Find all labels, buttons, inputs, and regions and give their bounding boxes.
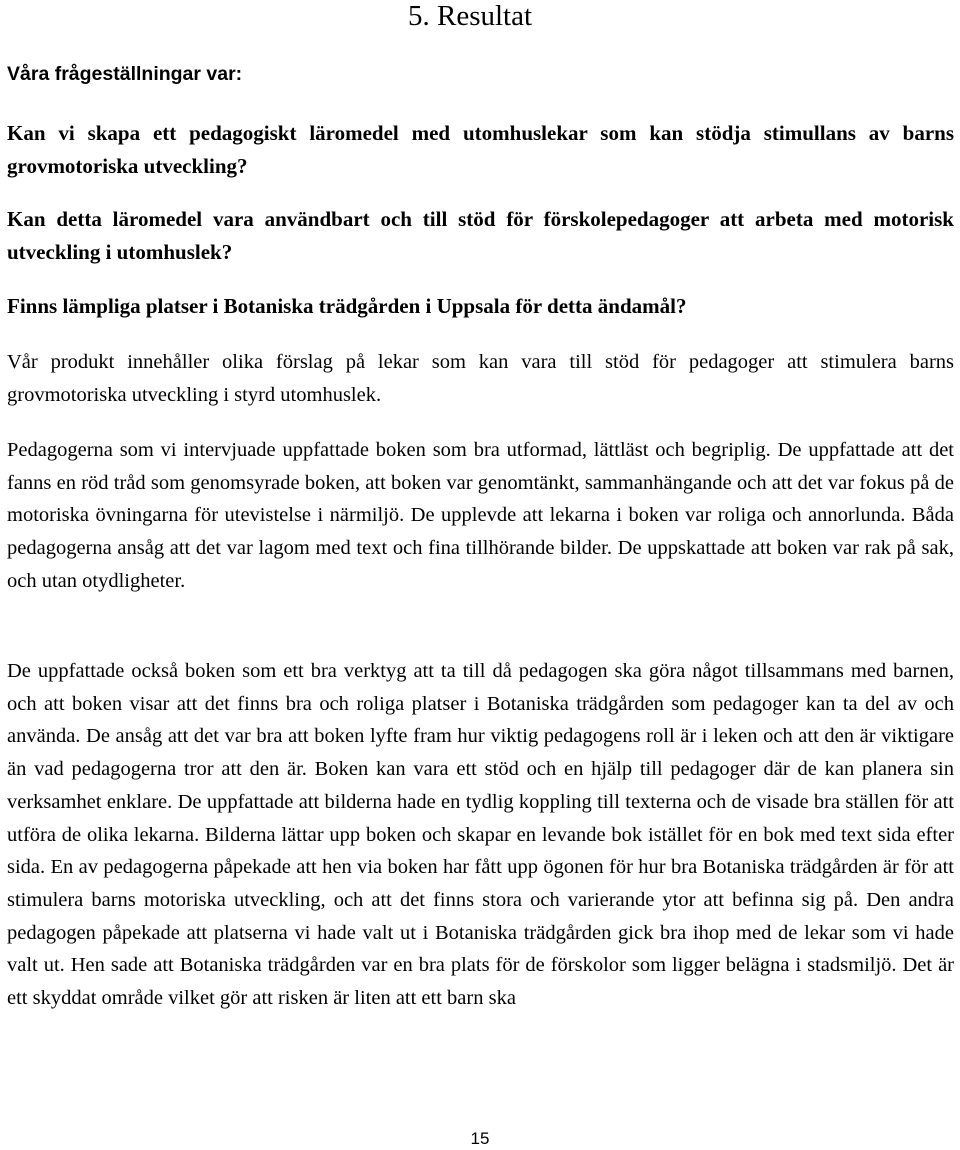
page-number: 15 <box>470 1129 490 1148</box>
body-paragraph-3: De uppfattade också boken som ett bra verktyg att ta till då pedagogen ska göra något tillsammans med barnen, och att boken visar att det finns bra och roliga platser i Botaniska trädgården som pedagoger kan ta del av och använda. De ansåg att det var bra att boken lyfte fram hur viktig pedagogens roll är i leken och att den är viktigare än vad pedagogerna tror att den är. Boken kan vara ett stöd och en hjälp till pedagoger där de kan planera sin verksamhet enklare. De uppfattade att bilderna hade en tydlig koppling till texterna och de visade bra ställen för att utföra de olika lekarna. Bilderna lättar upp boken och skapar en levande bok istället för en bok med text sida efter sida. En av pedagogerna påpekade att hen via boken har fått upp ögonen för hur bra Botaniska trädgården är för att stimulera barns motoriska utveckling, och att det finns stora och varierande ytor att befinna sig på. Den andra pedagogen påpekade att platserna vi hade valt ut i Botaniska trädgården gick bra ihop med de lekar som vi hade valt ut. Hen sade att Botaniska trädgården var en bra plats för de förskolor som ligger belägna i stadsmiljö. Det är ett skyddat område vilket gör att risken är liten att ett barn ska <box>7 660 954 1010</box>
body-paragraph-2: Pedagogerna som vi intervjuade uppfattade boken som bra utformad, lättläst och begriplig. De uppfattade att det fanns en röd tråd som genomsyrade boken, att boken var genomtänkt, sammanhängande och att det var fokus på de motoriska övningarna för utevistelse i närmiljö. De upplevde att lekarna i boken var roliga och annorlunda. Båda pedagogerna ansåg att det var lagom med text och fina tillhörande bilder. De uppskattade att boken var rak på sak, och utan otydligheter. <box>7 439 954 592</box>
section-heading: 5. Resultat <box>408 0 533 32</box>
questions-intro: Våra frågeställningar var: <box>7 63 243 85</box>
research-question-1: Kan vi skapa ett pedagogiskt läromedel med utomhuslekar som kan stödja stimullans av barns grovmotoriska utveckling? <box>7 121 954 178</box>
research-question-3: Finns lämpliga platser i Botaniska trädgården i Uppsala för detta ändamål? <box>7 294 687 318</box>
research-question-2: Kan detta läromedel vara användbart och till stöd för förskolepedagoger att arbeta med motorisk utveckling i utomhuslek? <box>7 207 954 264</box>
body-paragraph-1: Vår produkt innehåller olika förslag på lekar som kan vara till stöd för pedagoger att stimulera barns grovmotoriska utveckling i styrd utomhuslek. <box>7 351 954 406</box>
